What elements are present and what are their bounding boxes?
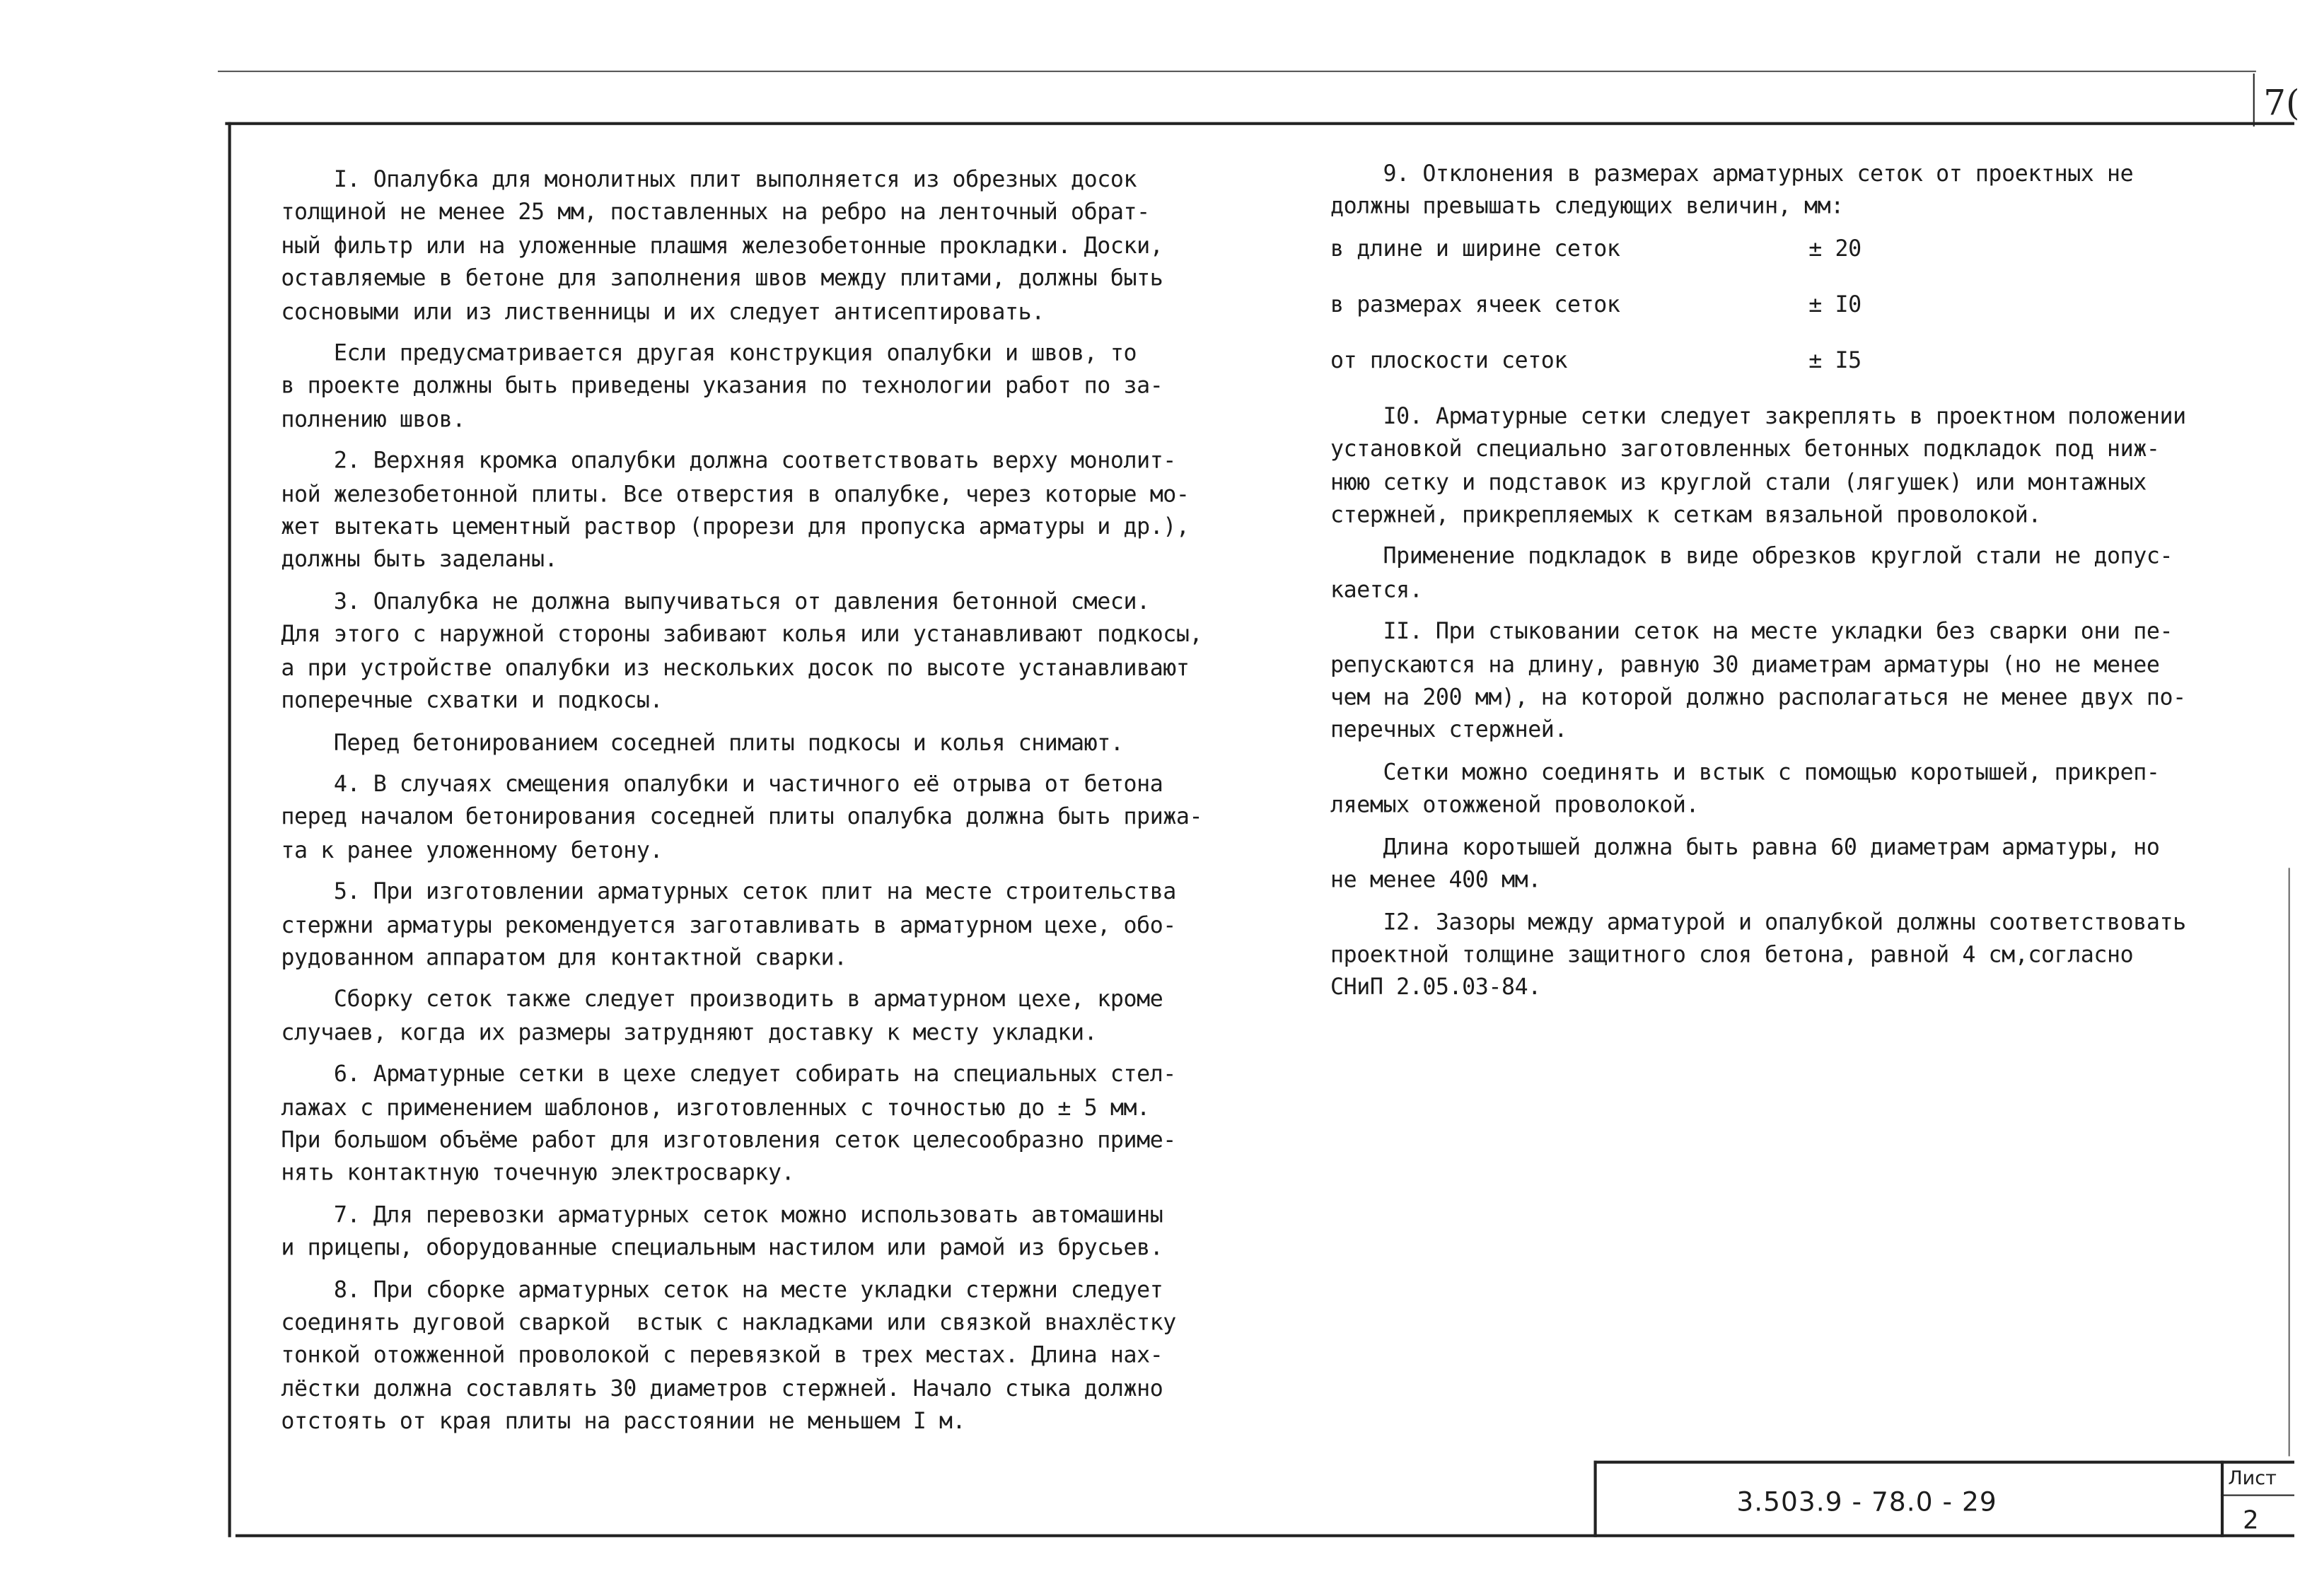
stamp-left-border	[1594, 1461, 1597, 1537]
left-column	[281, 163, 1202, 1447]
paragraph	[281, 1199, 1202, 1264]
text-line: Для этого с наружной стороны забивают колья или устанавливают подкосы,	[281, 621, 1203, 648]
top-trim-line	[218, 71, 2256, 72]
deviation-row	[1330, 288, 2186, 320]
text-line: толщиной не менее 25 мм, поставленных на ребро на ленточный обрат-	[281, 199, 1150, 226]
paragraph	[1330, 831, 2186, 897]
frame-bottom-border	[236, 1534, 2294, 1537]
deviation-row	[1330, 344, 2186, 376]
deviation-label: в размерах ячеек сеток	[1330, 291, 1620, 318]
frame-left-border	[228, 122, 231, 1537]
text-line: жет вытекать цементный раствор (прорези для пропуска арматуры и др.),	[281, 513, 1190, 540]
frame-right-border	[2289, 868, 2290, 1456]
stamp-sheet-row-divider	[2221, 1494, 2294, 1496]
page-number-divider	[2253, 74, 2255, 127]
text-line: нять контактную точечную электросварку.	[281, 1159, 795, 1187]
paragraph	[1330, 756, 2186, 822]
stamp-sheet-divider	[2221, 1461, 2224, 1537]
text-line: сосновыми или из лиственницы и их следует антисептировать.	[281, 298, 1045, 325]
text-line: отстоять от края плиты на расстоянии не меньшем I м.	[281, 1408, 966, 1435]
paragraph	[281, 337, 1202, 436]
frame-top-border	[225, 122, 2294, 125]
text-line: поперечные схватки и подкосы.	[281, 687, 663, 714]
text-line: Если предусматривается другая конструкция опалубки и швов, то	[281, 339, 1137, 367]
text-line: а при устройстве опалубки из нескольких досок по высоте устанавливают	[281, 654, 1190, 681]
text-line: 4. В случаях смещения опалубки и частичного её отрыва от бетона	[281, 770, 1163, 798]
text-line: I2. Зазоры между арматурой и опалубкой должны соответствовать	[1330, 908, 2186, 935]
deviation-label: от плоскости сеток	[1330, 346, 1568, 373]
text-line: лёстки должна составлять 30 диаметров стержней. Начало стыка должно	[281, 1375, 1163, 1402]
paragraph	[281, 445, 1202, 576]
page-number: 7(	[2263, 82, 2300, 124]
text-line: та к ранее уложенному бетону.	[281, 837, 663, 863]
text-line: Сборку сеток также следует производить в арматурном цехе, кроме	[281, 986, 1163, 1013]
text-line: ной железобетонной плиты. Все отверстия в опалубке, через которые мо-	[281, 480, 1190, 507]
sheet-number: 2	[2243, 1506, 2259, 1536]
text-line: 7. Для перевозки арматурных сеток можно использовать автомашины	[281, 1201, 1163, 1228]
text-line: должны превышать следующих величин, мм:	[1330, 193, 1844, 220]
right-paragraphs	[1330, 400, 2186, 1004]
paragraph	[281, 726, 1202, 759]
text-line: рудованном аппаратом для контактной сварки.	[281, 944, 847, 971]
text-line: I0. Арматурные сетки следует закреплять в проектном положении	[1330, 402, 2186, 430]
text-line: соединять дуговой сваркой встык с накладками или связкой внахлёстку	[281, 1309, 1176, 1336]
text-line: СНиП 2.05.03-84.	[1330, 974, 1541, 1001]
text-line: При большом объёме работ для изготовления сеток целесообразно приме-	[281, 1126, 1176, 1153]
text-line: I. Опалубка для монолитных плит выполняется из обрезных досок	[281, 166, 1137, 193]
text-line: стержни арматуры рекомендуется заготавливать в арматурном цехе, обо-	[281, 911, 1176, 938]
deviation-row	[1330, 232, 2186, 264]
text-line: 5. При изготовлении арматурных сеток плит на месте строительства	[281, 878, 1176, 905]
text-line: должны быть заделаны.	[281, 546, 558, 573]
paragraph	[281, 875, 1202, 974]
text-line: тонкой отожженной проволокой с перевязкой в трех местах. Длина нах-	[281, 1341, 1163, 1369]
paragraph	[281, 1274, 1202, 1438]
text-line: ный фильтр или на уложенные плашмя железобетонные прокладки. Доски,	[281, 232, 1163, 259]
text-line: репускаются на длину, равную 30 диаметрам арматуры (но не менее	[1330, 651, 2160, 678]
text-line: оставляемые в бетоне для заполнения швов между плитами, должны быть	[281, 264, 1163, 292]
paragraph	[281, 1058, 1202, 1189]
text-line: 9. Отклонения в размерах арматурных сеток от проектных не	[1330, 160, 2134, 187]
paragraph	[1330, 400, 2186, 531]
text-line: и прицепы, оборудованные специальным настилом или рамой из брусьев.	[281, 1234, 1163, 1262]
text-line: установкой специально заготовленных бетонных подкладок под ниж-	[1330, 436, 2160, 462]
stamp-top-border	[1594, 1461, 2294, 1464]
text-line: случаев, когда их размеры затрудняют доставку к месту укладки.	[281, 1019, 1098, 1046]
text-line: стержней, прикрепляемых к сеткам вязальной проволокой.	[1330, 501, 2042, 528]
text-line: Перед бетонированием соседней плиты подкосы и колья снимают.	[281, 728, 1124, 756]
text-line: полнению швов.	[281, 405, 465, 433]
text-line: чем на 200 мм), на которой должно располагаться не менее двух по-	[1330, 684, 2186, 711]
deviation-value: ± I0	[1808, 291, 1862, 318]
sheet-label: Лист	[2228, 1468, 2277, 1491]
text-line: не менее 400 мм.	[1330, 866, 1541, 893]
paragraph	[1330, 905, 2186, 1004]
text-line: 3. Опалубка не должна выпучиваться от давления бетонной смеси.	[281, 588, 1150, 615]
paragraph-9-intro	[1330, 158, 2186, 223]
text-line: перечных стержней.	[1330, 717, 1568, 744]
text-line: II. При стыковании сеток на месте укладки без сварки они пе-	[1330, 618, 2173, 645]
document-code: 3.503.9 - 78.0 - 29	[1736, 1487, 1997, 1518]
text-line: 2. Верхняя кромка опалубки должна соответствовать верху монолит-	[281, 447, 1176, 474]
text-line: Сетки можно соединять и встык с помощью коротышей, прикреп-	[1330, 759, 2160, 786]
text-line: в проекте должны быть приведены указания по технологии работ по за-	[281, 373, 1163, 400]
text-line: лажах с применением шаблонов, изготовленных с точностью до ± 5 мм.	[281, 1093, 1150, 1121]
paragraph	[281, 586, 1202, 717]
deviation-list	[1330, 232, 2186, 376]
text-line: Применение подкладок в виде обрезков круглой стали не допус-	[1330, 543, 2173, 570]
text-line: кается.	[1330, 576, 1423, 603]
deviation-label: в длине и ширине сеток	[1330, 235, 1620, 262]
text-line: 6. Арматурные сетки в цехе следует собирать на специальных стел-	[281, 1061, 1176, 1088]
text-line: нюю сетку и подставок из круглой стали (лягушек) или монтажных	[1330, 468, 2147, 496]
deviation-value: ± I5	[1808, 346, 1862, 373]
text-line: Длина коротышей должна быть равна 60 диаметрам арматуры, но	[1330, 833, 2160, 861]
paragraph	[1330, 540, 2186, 606]
right-column	[1330, 158, 2186, 1013]
text-line: проектной толщине защитного слоя бетона, равной 4 см,согласно	[1330, 941, 2134, 968]
paragraph	[281, 768, 1202, 867]
text-line: перед началом бетонирования соседней плиты опалубка должна быть прижа-	[281, 803, 1203, 830]
paragraph	[281, 983, 1202, 1049]
paragraph	[1330, 615, 2186, 747]
text-line: ляемых отожженой проволокой.	[1330, 791, 1700, 819]
paragraph	[281, 163, 1202, 328]
deviation-value: ± 20	[1808, 235, 1862, 262]
text-line: 8. При сборке арматурных сеток на месте укладки стержни следует	[281, 1276, 1163, 1303]
